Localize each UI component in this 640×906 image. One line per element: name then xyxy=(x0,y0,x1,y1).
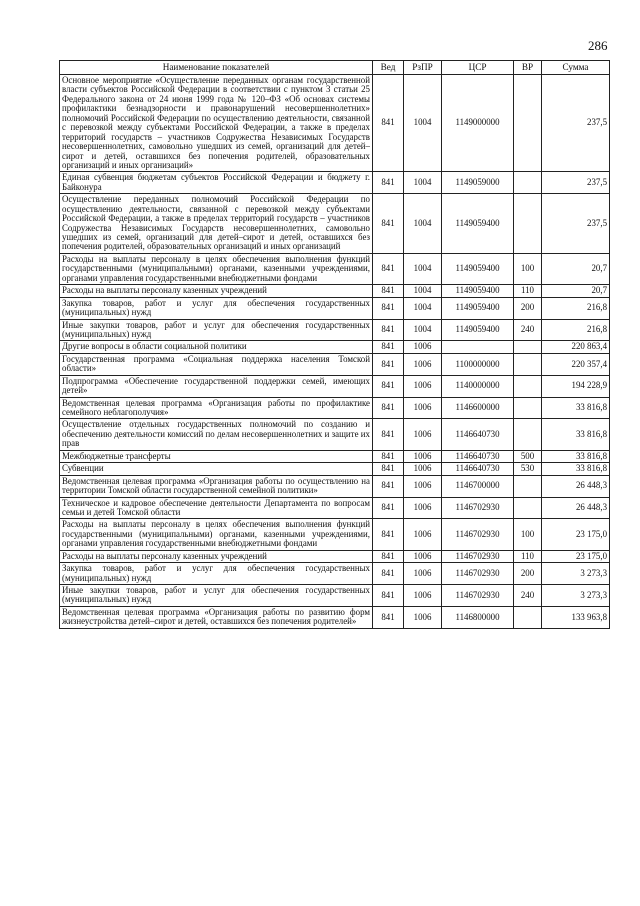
row-sum: 216,8 xyxy=(542,319,610,341)
table-row xyxy=(60,419,610,450)
table-row xyxy=(60,606,610,628)
row-vr: 240 xyxy=(514,585,542,607)
row-ved: 841 xyxy=(373,75,404,172)
row-name: Основное мероприятие «Осуществление переданных органам государственной власти субъектов Российской Федерации в соответствии с пунктом 3 статьи 25 Федерального закона от 24 июня 1999 года № 120–ФЗ «Об основах системы профилактики безнадзорности и правонарушений несовершеннолетних» полномочий Российской Федерации по осуществлению деятельности, связанной с перевозкой между субъектами Российской Федерации, а также в пределах территорий государств – участников Содружества Независимых Государств несовершеннолетних, самовольно ушедших из семей, организаций для детей–сирот и детей, оставшихся без попечения родителей, образовательных организаций и иных организаций» xyxy=(60,75,373,172)
row-sum: 20,7 xyxy=(542,253,610,284)
row-csr: 1146702930 xyxy=(442,563,514,585)
row-rzpr: 1004 xyxy=(404,194,442,254)
row-rzpr: 1006 xyxy=(404,419,442,450)
table-row xyxy=(60,297,610,319)
row-name: Субвенции xyxy=(60,463,373,475)
row-ved: 841 xyxy=(373,563,404,585)
row-sum: 33 816,8 xyxy=(542,463,610,475)
row-rzpr: 1006 xyxy=(404,585,442,607)
row-name: Подпрограмма «Обеспечение государственной поддержки семей, имеющих детей» xyxy=(60,375,373,397)
row-sum: 26 448,3 xyxy=(542,497,610,519)
row-rzpr: 1006 xyxy=(404,375,442,397)
table-row xyxy=(60,463,610,475)
row-vr xyxy=(514,75,542,172)
row-vr xyxy=(514,606,542,628)
table-row xyxy=(60,75,610,172)
table-row xyxy=(60,563,610,585)
row-name: Закупка товаров, работ и услуг для обеспечения государственных (муниципальных) нужд xyxy=(60,563,373,585)
table-row xyxy=(60,353,610,375)
row-sum: 33 816,8 xyxy=(542,450,610,462)
header-rzpr: РзПР xyxy=(404,61,442,75)
row-ved: 841 xyxy=(373,475,404,497)
row-rzpr: 1004 xyxy=(404,253,442,284)
row-vr xyxy=(514,194,542,254)
row-sum: 220 357,4 xyxy=(542,353,610,375)
row-name: Осуществление переданных полномочий Российской Федерации по осуществлению деятельности, связанной с перевозкой между субъектами Российской Федерации, а также в пределах территорий государств – участников Содружества Независимых Государств несовершеннолетних, самовольно ушедших из семей, организаций для детей–сирот и детей, оставшихся без попечения родителей, образовательных организаций и иных организаций xyxy=(60,194,373,254)
row-ved: 841 xyxy=(373,319,404,341)
table-row xyxy=(60,253,610,284)
row-vr xyxy=(514,172,542,194)
row-sum: 33 816,8 xyxy=(542,419,610,450)
header-ved: Вед xyxy=(373,61,404,75)
table-row xyxy=(60,319,610,341)
row-ved: 841 xyxy=(373,550,404,562)
row-csr: 1146702930 xyxy=(442,519,514,550)
row-vr: 240 xyxy=(514,319,542,341)
row-ved: 841 xyxy=(373,519,404,550)
row-rzpr: 1006 xyxy=(404,563,442,585)
row-name: Ведомственная целевая программа «Организация работы по развитию форм жизнеустройства детей–сирот и детей, оставшихся без попечения родителей» xyxy=(60,606,373,628)
row-vr xyxy=(514,375,542,397)
row-ved: 841 xyxy=(373,450,404,462)
row-name: Расходы на выплаты персоналу казенных учреждений xyxy=(60,285,373,297)
row-vr: 110 xyxy=(514,285,542,297)
row-vr: 530 xyxy=(514,463,542,475)
table-header-row xyxy=(60,61,610,75)
row-ved: 841 xyxy=(373,463,404,475)
row-ved: 841 xyxy=(373,375,404,397)
row-ved: 841 xyxy=(373,419,404,450)
row-csr: 1146702930 xyxy=(442,497,514,519)
table-row xyxy=(60,194,610,254)
row-sum: 20,7 xyxy=(542,285,610,297)
row-ved: 841 xyxy=(373,253,404,284)
row-rzpr: 1006 xyxy=(404,606,442,628)
row-rzpr: 1004 xyxy=(404,285,442,297)
row-rzpr: 1004 xyxy=(404,172,442,194)
header-name: Наименование показателей xyxy=(60,61,373,75)
header-csr: ЦСР xyxy=(442,61,514,75)
row-vr xyxy=(514,341,542,353)
row-sum: 237,5 xyxy=(542,172,610,194)
row-name: Иные закупки товаров, работ и услуг для обеспечения государственных (муниципальных) нужд xyxy=(60,585,373,607)
row-sum: 216,8 xyxy=(542,297,610,319)
row-rzpr: 1006 xyxy=(404,463,442,475)
row-csr: 1149059400 xyxy=(442,194,514,254)
row-csr: 1146700000 xyxy=(442,475,514,497)
row-sum: 194 228,9 xyxy=(542,375,610,397)
table-body xyxy=(60,75,610,629)
row-csr: 1146702930 xyxy=(442,550,514,562)
row-name: Единая субвенция бюджетам субъектов Российской Федерации и бюджету г. Байконура xyxy=(60,172,373,194)
row-csr xyxy=(442,341,514,353)
row-rzpr: 1004 xyxy=(404,75,442,172)
row-name: Межбюджетные трансферты xyxy=(60,450,373,462)
table-row xyxy=(60,550,610,562)
header-sum: Сумма xyxy=(542,61,610,75)
row-vr: 200 xyxy=(514,563,542,585)
table-row xyxy=(60,397,610,419)
row-vr: 110 xyxy=(514,550,542,562)
row-name: Ведомственная целевая программа «Организация работы по осуществлению на территории Томской области государственной семейной политики» xyxy=(60,475,373,497)
row-csr: 1146702930 xyxy=(442,585,514,607)
row-csr: 1146800000 xyxy=(442,606,514,628)
row-csr: 1149059400 xyxy=(442,253,514,284)
row-csr: 1146640730 xyxy=(442,419,514,450)
row-rzpr: 1006 xyxy=(404,397,442,419)
row-sum: 33 816,8 xyxy=(542,397,610,419)
row-ved: 841 xyxy=(373,353,404,375)
row-name: Ведомственная целевая программа «Организация работы по профилактике семейного неблагополучия» xyxy=(60,397,373,419)
page-number: 286 xyxy=(588,38,608,53)
row-csr: 1149059400 xyxy=(442,285,514,297)
row-name: Закупка товаров, работ и услуг для обеспечения государственных (муниципальных) нужд xyxy=(60,297,373,319)
row-csr: 1100000000 xyxy=(442,353,514,375)
row-sum: 23 175,0 xyxy=(542,519,610,550)
row-rzpr: 1006 xyxy=(404,341,442,353)
row-ved: 841 xyxy=(373,497,404,519)
row-sum: 3 273,3 xyxy=(542,585,610,607)
row-vr xyxy=(514,353,542,375)
row-rzpr: 1004 xyxy=(404,297,442,319)
row-vr xyxy=(514,497,542,519)
row-ved: 841 xyxy=(373,341,404,353)
row-rzpr: 1004 xyxy=(404,319,442,341)
row-csr: 1140000000 xyxy=(442,375,514,397)
table-row xyxy=(60,475,610,497)
row-csr: 1149000000 xyxy=(442,75,514,172)
row-ved: 841 xyxy=(373,397,404,419)
row-rzpr: 1006 xyxy=(404,353,442,375)
row-csr: 1146640730 xyxy=(442,450,514,462)
row-vr xyxy=(514,397,542,419)
row-sum: 133 963,8 xyxy=(542,606,610,628)
row-rzpr: 1006 xyxy=(404,550,442,562)
table-row xyxy=(60,585,610,607)
row-vr: 500 xyxy=(514,450,542,462)
row-ved: 841 xyxy=(373,172,404,194)
row-name: Техническое и кадровое обеспечение деятельности Департамента по вопросам семьи и детей Томской области xyxy=(60,497,373,519)
row-ved: 841 xyxy=(373,585,404,607)
table-row xyxy=(60,519,610,550)
row-name: Расходы на выплаты персоналу в целях обеспечения выполнения функций государственными (муниципальными) органами, казенными учреждениями, органами управления государственными внебюджетными фондами xyxy=(60,519,373,550)
budget-table xyxy=(59,60,610,629)
row-rzpr: 1006 xyxy=(404,450,442,462)
row-csr: 1149059400 xyxy=(442,319,514,341)
row-name: Расходы на выплаты персоналу казенных учреждений xyxy=(60,550,373,562)
row-csr: 1146600000 xyxy=(442,397,514,419)
row-sum: 237,5 xyxy=(542,75,610,172)
table-row xyxy=(60,341,610,353)
row-rzpr: 1006 xyxy=(404,519,442,550)
table-row xyxy=(60,450,610,462)
row-rzpr: 1006 xyxy=(404,497,442,519)
row-rzpr: 1006 xyxy=(404,475,442,497)
table-row xyxy=(60,497,610,519)
table-row xyxy=(60,285,610,297)
row-ved: 841 xyxy=(373,194,404,254)
row-sum: 26 448,3 xyxy=(542,475,610,497)
row-name: Государственная программа «Социальная поддержка населения Томской области» xyxy=(60,353,373,375)
row-ved: 841 xyxy=(373,606,404,628)
row-vr: 100 xyxy=(514,519,542,550)
row-vr: 200 xyxy=(514,297,542,319)
row-csr: 1149059000 xyxy=(442,172,514,194)
row-sum: 220 863,4 xyxy=(542,341,610,353)
row-vr xyxy=(514,419,542,450)
row-name: Расходы на выплаты персоналу в целях обеспечения выполнения функций государственными (муниципальными) органами, казенными учреждениями, органами управления государственными внебюджетными фондами xyxy=(60,253,373,284)
row-name: Другие вопросы в области социальной политики xyxy=(60,341,373,353)
row-ved: 841 xyxy=(373,297,404,319)
row-csr: 1149059400 xyxy=(442,297,514,319)
row-ved: 841 xyxy=(373,285,404,297)
table-row xyxy=(60,375,610,397)
row-vr: 100 xyxy=(514,253,542,284)
table-row xyxy=(60,172,610,194)
row-sum: 23 175,0 xyxy=(542,550,610,562)
row-sum: 3 273,3 xyxy=(542,563,610,585)
row-csr: 1146640730 xyxy=(442,463,514,475)
header-vr: ВР xyxy=(514,61,542,75)
row-name: Осуществление отдельных государственных полномочий по созданию и обеспечению деятельности комиссий по делам несовершеннолетних и защите их прав xyxy=(60,419,373,450)
row-vr xyxy=(514,475,542,497)
row-sum: 237,5 xyxy=(542,194,610,254)
row-name: Иные закупки товаров, работ и услуг для обеспечения государственных (муниципальных) нужд xyxy=(60,319,373,341)
